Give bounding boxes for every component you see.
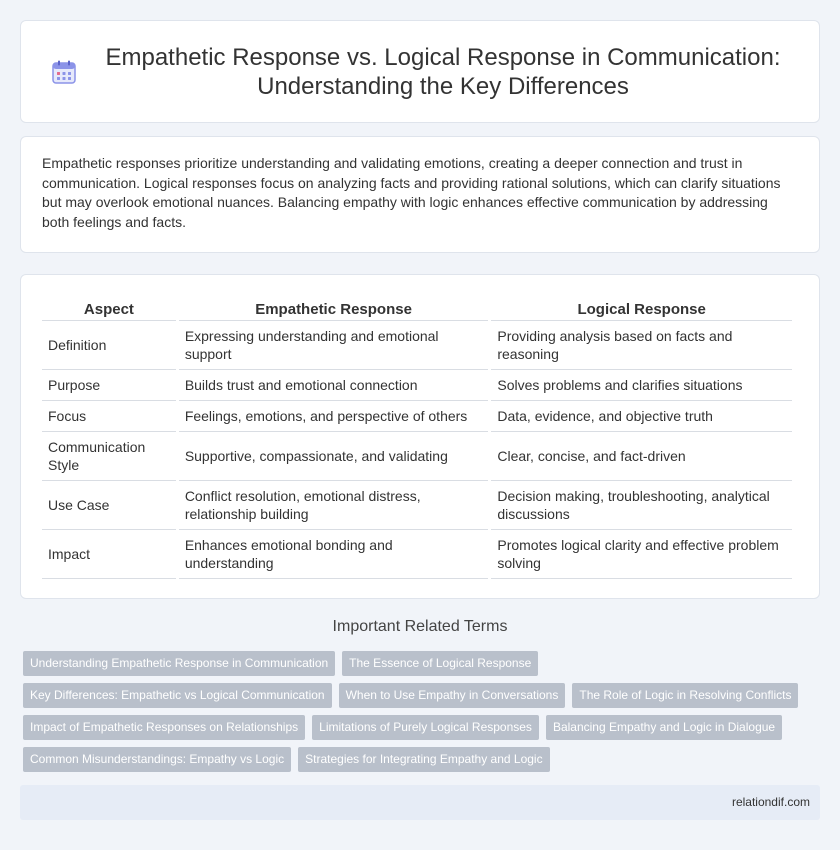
intro-paragraph: Empathetic responses prioritize understanding and validating emotions, creating a deeper connection and trust in communication. Logical responses focus on analyzing facts and providing rational solutions, which can clarify situations but may overlook emotional nuances. Balancing empathy with logic enhances effective communication by addressing both feelings and facts. bbox=[42, 155, 781, 230]
row-empathetic: Enhances emotional bonding and understanding bbox=[179, 530, 489, 579]
row-aspect: Focus bbox=[42, 401, 176, 432]
row-aspect: Communication Style bbox=[42, 432, 176, 481]
row-aspect: Definition bbox=[42, 321, 176, 370]
table-header-row bbox=[42, 295, 792, 321]
table-row bbox=[42, 321, 792, 370]
row-logical: Promotes logical clarity and effective problem solving bbox=[491, 530, 792, 579]
related-terms-heading: Important Related Terms bbox=[332, 618, 508, 635]
row-aspect: Use Case bbox=[42, 481, 176, 530]
related-term-tag[interactable]: Key Differences: Empathetic vs Logical Communication bbox=[23, 683, 332, 708]
table-row bbox=[42, 401, 792, 432]
related-term-tag[interactable]: Balancing Empathy and Logic in Dialogue bbox=[546, 715, 782, 740]
related-terms-list bbox=[20, 651, 820, 779]
row-empathetic: Builds trust and emotional connection bbox=[179, 370, 489, 401]
row-empathetic: Expressing understanding and emotional support bbox=[179, 321, 489, 370]
row-logical: Data, evidence, and objective truth bbox=[491, 401, 792, 432]
comparison-table bbox=[39, 295, 795, 579]
row-logical: Solves problems and clarifies situations bbox=[491, 370, 792, 401]
calendar-icon bbox=[51, 59, 77, 85]
row-empathetic: Supportive, compassionate, and validating bbox=[179, 432, 489, 481]
related-term-tag[interactable]: Strategies for Integrating Empathy and Logic bbox=[298, 747, 549, 772]
table-row bbox=[42, 481, 792, 530]
related-terms-section bbox=[20, 618, 820, 779]
table-row bbox=[42, 530, 792, 579]
page-title: Empathetic Response vs. Logical Response in Communication: Understanding the Key Differences bbox=[105, 43, 781, 100]
row-empathetic: Feelings, emotions, and perspective of others bbox=[179, 401, 489, 432]
table-row bbox=[42, 432, 792, 481]
table-row bbox=[42, 370, 792, 401]
row-aspect: Purpose bbox=[42, 370, 176, 401]
row-logical: Clear, concise, and fact-driven bbox=[491, 432, 792, 481]
related-term-tag[interactable]: Limitations of Purely Logical Responses bbox=[312, 715, 539, 740]
related-term-tag[interactable]: Understanding Empathetic Response in Communication bbox=[23, 651, 335, 676]
related-term-tag[interactable]: The Essence of Logical Response bbox=[342, 651, 538, 676]
footer-site-link[interactable]: relationdif.com bbox=[731, 795, 810, 809]
header-logical: Logical Response bbox=[491, 295, 792, 321]
related-term-tag[interactable]: When to Use Empathy in Conversations bbox=[339, 683, 566, 708]
footer bbox=[20, 785, 820, 820]
intro-card bbox=[20, 136, 820, 253]
related-term-tag[interactable]: Impact of Empathetic Responses on Relationships bbox=[23, 715, 305, 740]
row-empathetic: Conflict resolution, emotional distress, relationship building bbox=[179, 481, 489, 530]
header-aspect: Aspect bbox=[42, 295, 176, 321]
row-aspect: Impact bbox=[42, 530, 176, 579]
row-logical: Decision making, troubleshooting, analytical discussions bbox=[491, 481, 792, 530]
comparison-table-card bbox=[20, 274, 820, 599]
related-term-tag[interactable]: The Role of Logic in Resolving Conflicts bbox=[572, 683, 798, 708]
related-term-tag[interactable]: Common Misunderstandings: Empathy vs Logic bbox=[23, 747, 291, 772]
title-card bbox=[20, 20, 820, 123]
header-empathetic: Empathetic Response bbox=[179, 295, 489, 321]
row-logical: Providing analysis based on facts and reasoning bbox=[491, 321, 792, 370]
